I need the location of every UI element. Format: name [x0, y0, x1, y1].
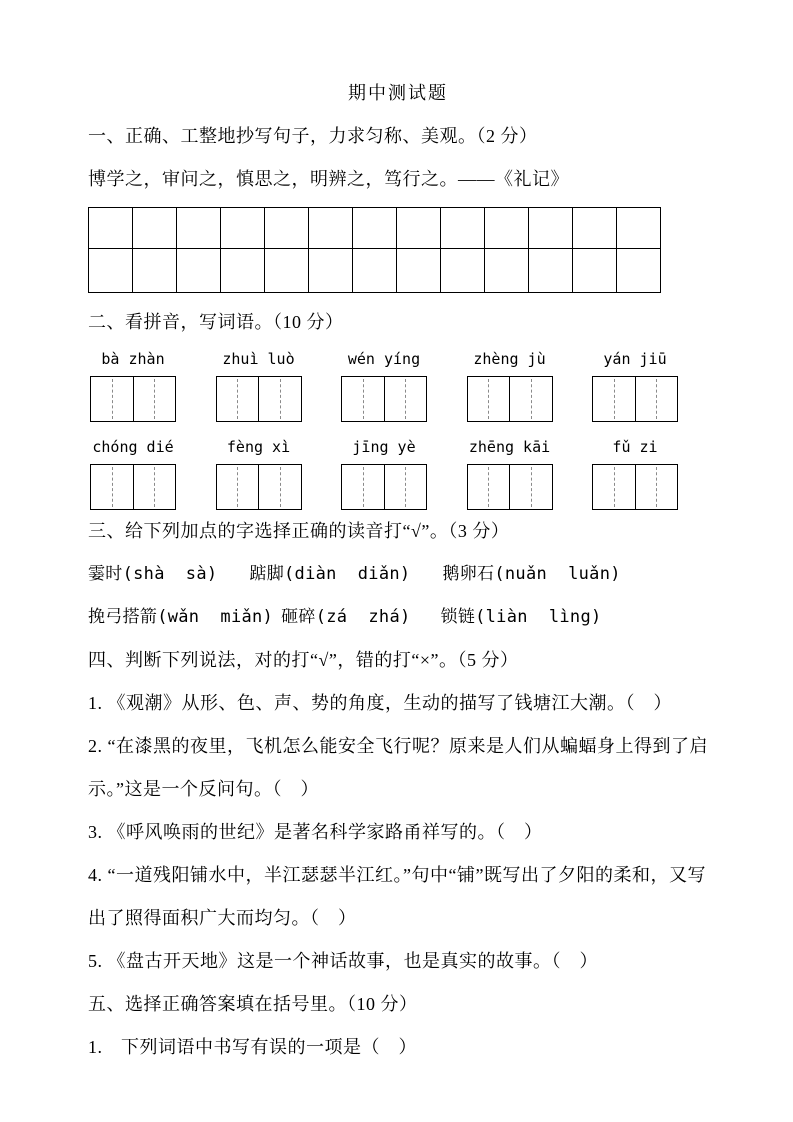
copy-grid-cell — [441, 208, 485, 249]
pinyin-item — [590, 436, 680, 510]
pronunciation-item: 锁链(liàn lìng) — [440, 607, 602, 627]
copy-grid-cell — [573, 208, 617, 249]
writing-box — [90, 376, 176, 422]
pronunciation-item: 挽弓搭箭(wǎn miǎn) — [88, 607, 274, 627]
copy-grid-cell — [89, 208, 133, 249]
pinyin-item — [339, 436, 429, 510]
writing-cell — [593, 377, 635, 421]
section3-line-1 — [88, 553, 708, 596]
section4-heading: 四、判断下列说法，对的打“√”，错的打“×”。（5 分） — [88, 650, 519, 670]
writing-cell — [91, 377, 133, 421]
section-3-pronunciation — [88, 510, 708, 639]
writing-cell — [384, 465, 427, 509]
section2-heading: 二、看拼音，写词语。（10 分） — [88, 312, 344, 332]
pinyin-item — [214, 348, 304, 422]
pinyin-item — [214, 436, 304, 510]
section1-sentence: 博学之，审问之，慎思之，明辨之，笃行之。——《礼记》 — [88, 169, 569, 189]
pinyin-item — [590, 348, 680, 422]
copy-grid — [88, 207, 661, 293]
copy-grid-cell — [265, 249, 309, 293]
pinyin-text: wén yíng — [347, 350, 421, 368]
pinyin-text: fèng xì — [226, 438, 291, 456]
copy-grid-cell — [485, 208, 529, 249]
writing-cell — [217, 377, 259, 421]
writing-box — [341, 376, 427, 422]
pinyin-text: zhuì luò — [222, 350, 295, 368]
section-2-pinyin — [88, 301, 708, 510]
writing-cell — [91, 465, 133, 509]
writing-cell — [509, 377, 552, 421]
writing-box — [90, 464, 176, 510]
copy-grid-cell — [309, 208, 353, 249]
writing-box — [592, 464, 678, 510]
writing-cell — [635, 465, 678, 509]
copy-grid-cell — [529, 208, 573, 249]
copy-grid-cell — [617, 208, 661, 249]
writing-cell — [509, 465, 552, 509]
copy-grid-cell — [353, 249, 397, 293]
pinyin-row-2 — [88, 436, 680, 510]
pinyin-item — [465, 436, 555, 510]
copy-grid-cell — [573, 249, 617, 293]
copy-grid-cell — [485, 249, 529, 293]
pinyin-row-1 — [88, 348, 680, 422]
pinyin-item — [88, 436, 178, 510]
copy-grid-cell — [309, 249, 353, 293]
writing-cell — [133, 377, 176, 421]
pinyin-text: chóng dié — [92, 438, 174, 456]
writing-cell — [342, 465, 384, 509]
judgment-item: 1. 《观潮》从形、色、声、势的角度，生动的描写了钱塘江大潮。（ ） — [88, 693, 672, 713]
pinyin-text: zhèng jù — [473, 350, 546, 368]
pinyin-item — [465, 348, 555, 422]
copy-grid-cell — [265, 208, 309, 249]
pronunciation-item: 踮脚(diàn diǎn) — [249, 564, 411, 584]
writing-box — [216, 376, 302, 422]
copy-grid-cell — [353, 208, 397, 249]
copy-grid-cell — [133, 249, 177, 293]
writing-box — [216, 464, 302, 510]
section3-line-2 — [88, 596, 708, 639]
writing-box — [467, 464, 553, 510]
copy-grid-cell — [221, 249, 265, 293]
copy-grid-cell — [177, 249, 221, 293]
copy-grid-cell — [221, 208, 265, 249]
writing-cell — [258, 465, 301, 509]
pronunciation-item: 霎时(shà sà) — [88, 564, 218, 584]
writing-cell — [258, 377, 301, 421]
pronunciation-item: 鹅卵石(nuǎn luǎn) — [442, 564, 621, 584]
section1-heading: 一、正确、工整地抄写句子，力求匀称、美观。（2 分） — [88, 126, 538, 146]
copy-grid-cell — [529, 249, 573, 293]
writing-cell — [593, 465, 635, 509]
section3-heading: 三、给下列加点的字选择正确的读音打“√”。（3 分） — [88, 521, 510, 541]
writing-cell — [635, 377, 678, 421]
section-4-true-false — [88, 639, 708, 983]
writing-cell — [133, 465, 176, 509]
judgment-item: 4. “一道残阳铺水中，半江瑟瑟半江红。”句中“铺”既写出了夕阳的柔和，又写出了照得面积广大而均匀。（ ） — [88, 865, 706, 928]
writing-box — [592, 376, 678, 422]
writing-cell — [468, 465, 510, 509]
pinyin-text: yán jiū — [603, 350, 667, 368]
judgment-item: 3. 《呼风唤雨的世纪》是著名科学家路甬祥写的。（ ） — [88, 822, 543, 842]
copy-grid-cell — [441, 249, 485, 293]
copy-grid-cell — [397, 208, 441, 249]
copy-grid-cell — [177, 208, 221, 249]
pronunciation-item: 砸碎(zá zhá) — [281, 607, 411, 627]
pinyin-text: jīng yè — [352, 438, 416, 456]
pinyin-text: zhēng kāi — [468, 438, 551, 456]
section5-heading: 五、选择正确答案填在括号里。（10 分） — [88, 994, 418, 1014]
judgment-item: 2. “在漆黑的夜里，飞机怎么能安全飞行呢？原来是人们从蝙蝠身上得到了启示。”这是一个反问句。（ ） — [88, 736, 708, 799]
pinyin-text: bà zhàn — [101, 350, 165, 368]
pinyin-item — [88, 348, 178, 422]
writing-cell — [342, 377, 384, 421]
judgment-item: 5. 《盘古开天地》这是一个神话故事，也是真实的故事。（ ） — [88, 951, 598, 971]
copy-grid-cell — [397, 249, 441, 293]
copy-grid-cell — [133, 208, 177, 249]
pinyin-item — [339, 348, 429, 422]
writing-cell — [384, 377, 427, 421]
page-title: 期中测试题 — [348, 83, 448, 103]
writing-box — [467, 376, 553, 422]
writing-cell — [217, 465, 259, 509]
copy-grid-cell — [89, 249, 133, 293]
section-1-copy-sentence — [88, 115, 708, 293]
copy-grid-cell — [617, 249, 661, 293]
writing-cell — [468, 377, 510, 421]
writing-box — [341, 464, 427, 510]
choice-item: 1. 下列词语中书写有误的一项是（ ） — [88, 1037, 417, 1057]
section-5-multiple-choice — [88, 983, 708, 1069]
pinyin-text: fǔ zi — [612, 438, 658, 456]
